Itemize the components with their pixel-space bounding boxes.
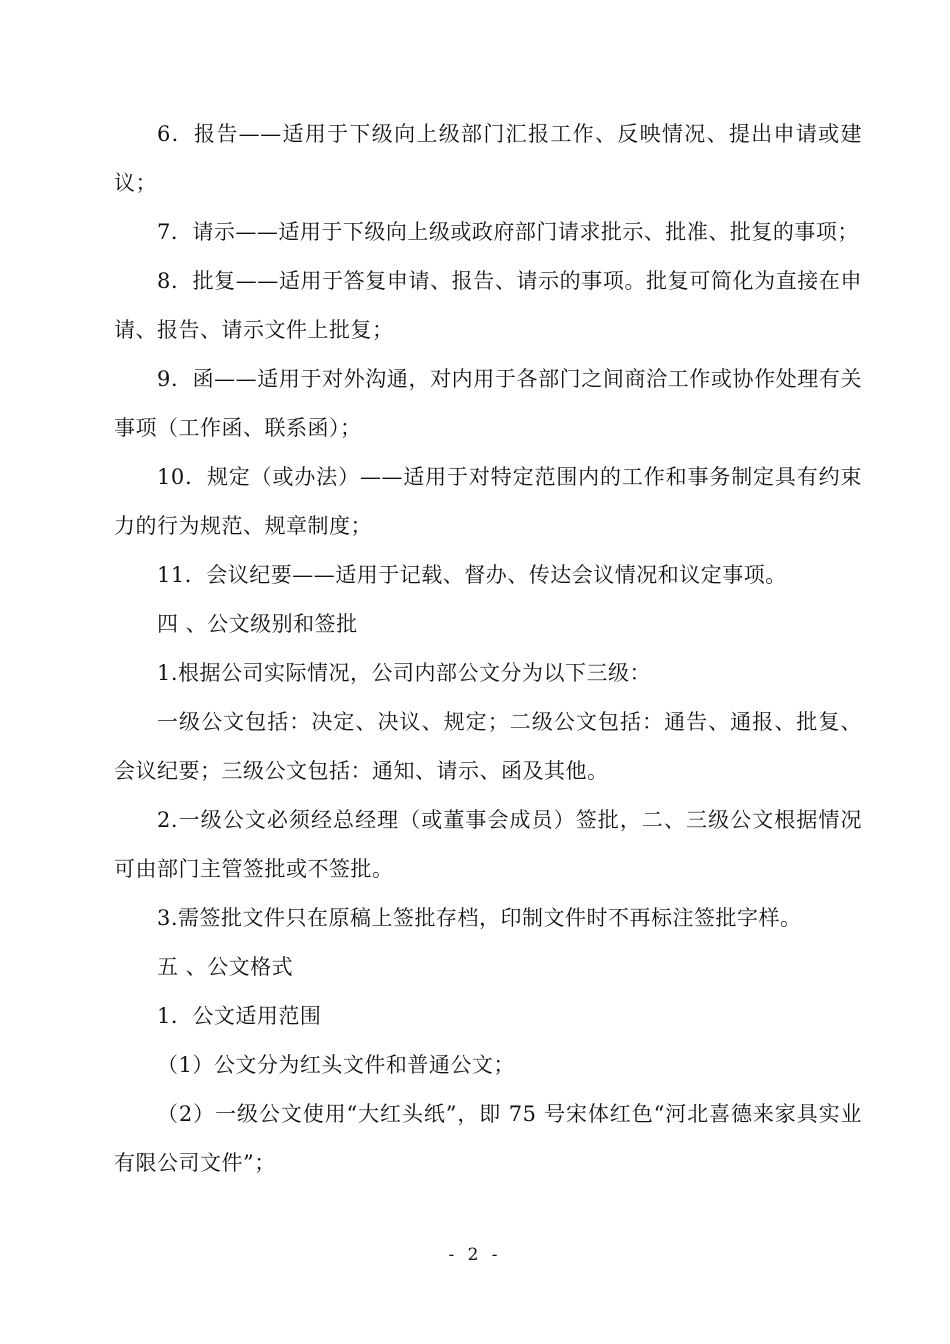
- paragraph-scope-1: （1）公文分为红头文件和普通公文；: [157, 1053, 515, 1077]
- paragraph-reply: 8．批复——适用于答复申请、报告、请示的事项。批复可简化为直接在申请、报告、请示文件上批复；: [114, 269, 862, 342]
- paragraph-level-contents: 一级公文包括：决定、决议、规定；二级公文包括：通告、通报、批复、会议纪要；三级公文包括：通知、请示、函及其他。: [114, 710, 862, 783]
- page-number: - 2 -: [448, 1245, 502, 1265]
- paragraph-meeting-minutes: 11．会议纪要——适用于记载、督办、传达会议情况和议定事项。: [157, 563, 787, 587]
- paragraph-approval-rules: 2.一级公文必须经总经理（或董事会成员）签批，二、三级公文根据情况可由部门主管签批或不签批。: [114, 808, 862, 881]
- document-body: [114, 110, 862, 1188]
- paragraph-letter: 9．函——适用于对外沟通，对内用于各部门之间商洽工作或协作处理有关事项（工作函、联系函）；: [114, 367, 862, 440]
- section-heading-format: 五 、公文格式: [157, 955, 294, 979]
- paragraph-scope-heading: 1．公文适用范围: [157, 1004, 322, 1028]
- paragraph-approval-archive: 3.需签批文件只在原稿上签批存档，印制文件时不再标注签批字样。: [157, 906, 802, 930]
- paragraph-report: 6．报告——适用于下级向上级部门汇报工作、反映情况、提出申请或建议；: [114, 122, 862, 195]
- paragraph-three-levels: 1.根据公司实际情况，公司内部公文分为以下三级：: [157, 661, 652, 685]
- section-heading-levels: 四 、公文级别和签批: [157, 612, 358, 636]
- paragraph-request: 7．请示——适用于下级向上级或政府部门请求批示、批准、批复的事项；: [157, 220, 859, 244]
- paragraph-regulation: 10．规定（或办法）——适用于对特定范围内的工作和事务制定具有约束力的行为规范、规章制度；: [114, 465, 862, 538]
- paragraph-scope-2: （2）一级公文使用“大红头纸”，即 75 号宋体红色“河北喜德来家具实业有限公司文件”；: [114, 1102, 862, 1175]
